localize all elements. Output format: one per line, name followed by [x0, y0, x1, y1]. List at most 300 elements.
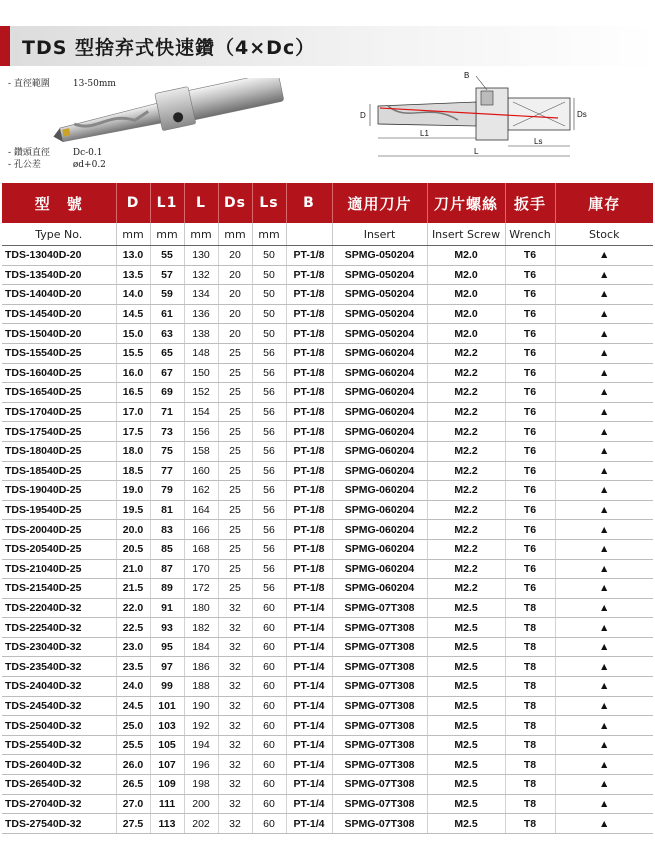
header-model: 型 號 [2, 183, 116, 223]
model-cell: TDS-16040D-25 [2, 363, 116, 383]
l-cell: 150 [184, 363, 218, 383]
l-cell: 160 [184, 461, 218, 481]
l1-cell: 61 [150, 304, 184, 324]
label-l: L [474, 147, 479, 156]
b-cell: PT-1/8 [286, 520, 332, 540]
ds-cell: 25 [218, 441, 252, 461]
insert-cell: SPMG-060204 [332, 402, 427, 422]
spec-value: ød+0.2 [72, 160, 106, 170]
l1-cell: 79 [150, 481, 184, 501]
stock-cell: ▲ [555, 461, 653, 481]
stock-cell: ▲ [555, 481, 653, 501]
header-d: D [116, 183, 150, 223]
d-cell: 18.5 [116, 461, 150, 481]
l-cell: 134 [184, 285, 218, 305]
stock-cell: ▲ [555, 559, 653, 579]
wrench-cell: T6 [505, 304, 555, 324]
l1-cell: 63 [150, 324, 184, 344]
spec-label: - 孔公差 [8, 160, 41, 170]
label-l1: L1 [420, 129, 429, 138]
ds-cell: 32 [218, 618, 252, 638]
model-cell: TDS-22040D-32 [2, 598, 116, 618]
insert-cell: SPMG-060204 [332, 500, 427, 520]
wrench-cell: T6 [505, 539, 555, 559]
b-cell: PT-1/4 [286, 696, 332, 716]
wrench-cell: T8 [505, 657, 555, 677]
d-cell: 13.0 [116, 246, 150, 266]
l1-cell: 83 [150, 520, 184, 540]
ds-cell: 25 [218, 500, 252, 520]
b-cell: PT-1/8 [286, 383, 332, 403]
l1-cell: 89 [150, 579, 184, 599]
table-row [2, 775, 653, 795]
l1-cell: 59 [150, 285, 184, 305]
insert-cell: SPMG-060204 [332, 559, 427, 579]
header-ds: Ds [218, 183, 252, 223]
subheader-b [286, 223, 332, 246]
d-cell: 13.5 [116, 265, 150, 285]
b-cell: PT-1/8 [286, 343, 332, 363]
table-row [2, 579, 653, 599]
ds-cell: 32 [218, 657, 252, 677]
spec-value: Dc-0.1 [72, 148, 103, 158]
ds-cell: 32 [218, 755, 252, 775]
l-cell: 196 [184, 755, 218, 775]
insert-screw-cell: M2.2 [427, 539, 505, 559]
wrench-cell: T8 [505, 696, 555, 716]
table-row [2, 637, 653, 657]
title-bar [0, 26, 655, 66]
ls-cell: 50 [252, 265, 286, 285]
model-cell: TDS-13540D-20 [2, 265, 116, 285]
model-cell: TDS-15040D-20 [2, 324, 116, 344]
insert-screw-cell: M2.5 [427, 755, 505, 775]
l-cell: 188 [184, 677, 218, 697]
wrench-cell: T6 [505, 265, 555, 285]
insert-screw-cell: M2.5 [427, 696, 505, 716]
ds-cell: 25 [218, 402, 252, 422]
insert-cell: SPMG-07T308 [332, 657, 427, 677]
stock-cell: ▲ [555, 775, 653, 795]
l1-cell: 85 [150, 539, 184, 559]
model-cell: TDS-27540D-32 [2, 814, 116, 834]
ls-cell: 60 [252, 775, 286, 795]
b-cell: PT-1/4 [286, 637, 332, 657]
wrench-cell: T8 [505, 735, 555, 755]
stock-cell: ▲ [555, 500, 653, 520]
d-cell: 22.0 [116, 598, 150, 618]
stock-cell: ▲ [555, 539, 653, 559]
d-cell: 25.5 [116, 735, 150, 755]
header-insert: 適用刀片 [332, 183, 427, 223]
wrench-cell: T6 [505, 559, 555, 579]
insert-screw-cell: M2.2 [427, 422, 505, 442]
model-cell: TDS-21540D-25 [2, 579, 116, 599]
model-cell: TDS-13040D-20 [2, 246, 116, 266]
ls-cell: 56 [252, 579, 286, 599]
subheader-insert-screw: Insert Screw [427, 223, 505, 246]
insert-screw-cell: M2.2 [427, 461, 505, 481]
wrench-cell: T6 [505, 461, 555, 481]
ls-cell: 56 [252, 539, 286, 559]
page-title: TDS 型捨弃式快速鑽（4×Dc） [22, 37, 316, 59]
wrench-cell: T6 [505, 246, 555, 266]
d-cell: 26.0 [116, 755, 150, 775]
b-cell: PT-1/4 [286, 814, 332, 834]
model-cell: TDS-25040D-32 [2, 716, 116, 736]
d-cell: 22.5 [116, 618, 150, 638]
ds-cell: 32 [218, 696, 252, 716]
l-cell: 172 [184, 579, 218, 599]
header-insert-screw: 刀片螺絲 [427, 183, 505, 223]
l1-cell: 71 [150, 402, 184, 422]
insert-screw-cell: M2.2 [427, 402, 505, 422]
d-cell: 23.0 [116, 637, 150, 657]
table-row [2, 677, 653, 697]
ls-cell: 60 [252, 716, 286, 736]
ls-cell: 56 [252, 441, 286, 461]
stock-cell: ▲ [555, 246, 653, 266]
ls-cell: 60 [252, 598, 286, 618]
ls-cell: 60 [252, 696, 286, 716]
ds-cell: 25 [218, 383, 252, 403]
l-cell: 130 [184, 246, 218, 266]
ls-cell: 56 [252, 500, 286, 520]
ds-cell: 32 [218, 735, 252, 755]
d-cell: 15.0 [116, 324, 150, 344]
l-cell: 194 [184, 735, 218, 755]
table-row [2, 696, 653, 716]
wrench-cell: T6 [505, 481, 555, 501]
table-row [2, 618, 653, 638]
subheader-unit: mm [218, 223, 252, 246]
ds-cell: 25 [218, 520, 252, 540]
header-row-en [2, 223, 653, 246]
d-cell: 21.5 [116, 579, 150, 599]
insert-screw-cell: M2.0 [427, 324, 505, 344]
insert-cell: SPMG-07T308 [332, 814, 427, 834]
label-ds: Ds [577, 110, 587, 119]
ds-cell: 20 [218, 304, 252, 324]
b-cell: PT-1/4 [286, 794, 332, 814]
table-row [2, 735, 653, 755]
d-cell: 23.5 [116, 657, 150, 677]
table-row [2, 304, 653, 324]
ls-cell: 56 [252, 363, 286, 383]
subheader-unit: mm [184, 223, 218, 246]
stock-cell: ▲ [555, 696, 653, 716]
ds-cell: 20 [218, 285, 252, 305]
insert-screw-cell: M2.5 [427, 618, 505, 638]
insert-screw-cell: M2.2 [427, 363, 505, 383]
wrench-cell: T6 [505, 500, 555, 520]
wrench-cell: T6 [505, 383, 555, 403]
table-row [2, 343, 653, 363]
b-cell: PT-1/4 [286, 677, 332, 697]
wrench-cell: T6 [505, 579, 555, 599]
b-cell: PT-1/4 [286, 735, 332, 755]
ls-cell: 60 [252, 794, 286, 814]
l1-cell: 57 [150, 265, 184, 285]
table-row [2, 265, 653, 285]
insert-screw-cell: M2.2 [427, 559, 505, 579]
insert-cell: SPMG-07T308 [332, 637, 427, 657]
header-b: B [286, 183, 332, 223]
ds-cell: 32 [218, 775, 252, 795]
insert-cell: SPMG-050204 [332, 265, 427, 285]
wrench-cell: T8 [505, 716, 555, 736]
stock-cell: ▲ [555, 657, 653, 677]
ls-cell: 56 [252, 343, 286, 363]
insert-screw-cell: M2.2 [427, 579, 505, 599]
model-cell: TDS-18540D-25 [2, 461, 116, 481]
header-l: L [184, 183, 218, 223]
model-cell: TDS-26040D-32 [2, 755, 116, 775]
header-l1: L1 [150, 183, 184, 223]
insert-cell: SPMG-07T308 [332, 598, 427, 618]
model-cell: TDS-15540D-25 [2, 343, 116, 363]
ls-cell: 56 [252, 383, 286, 403]
wrench-cell: T8 [505, 814, 555, 834]
stock-cell: ▲ [555, 402, 653, 422]
subheader-unit: mm [116, 223, 150, 246]
b-cell: PT-1/8 [286, 500, 332, 520]
model-cell: TDS-21040D-25 [2, 559, 116, 579]
insert-screw-cell: M2.5 [427, 716, 505, 736]
wrench-cell: T8 [505, 677, 555, 697]
spec-value: 13-50mm [72, 79, 116, 89]
ls-cell: 60 [252, 637, 286, 657]
ls-cell: 56 [252, 520, 286, 540]
insert-screw-cell: M2.2 [427, 500, 505, 520]
subheader-stock: Stock [555, 223, 653, 246]
model-cell: TDS-14040D-20 [2, 285, 116, 305]
ls-cell: 60 [252, 677, 286, 697]
l-cell: 138 [184, 324, 218, 344]
l1-cell: 87 [150, 559, 184, 579]
d-cell: 24.0 [116, 677, 150, 697]
insert-screw-cell: M2.5 [427, 677, 505, 697]
label-d: D [360, 111, 366, 120]
insert-cell: SPMG-060204 [332, 422, 427, 442]
l-cell: 190 [184, 696, 218, 716]
ds-cell: 25 [218, 343, 252, 363]
wrench-cell: T6 [505, 363, 555, 383]
l1-cell: 75 [150, 441, 184, 461]
table-row [2, 441, 653, 461]
ds-cell: 20 [218, 265, 252, 285]
table-row [2, 716, 653, 736]
d-cell: 21.0 [116, 559, 150, 579]
ls-cell: 50 [252, 285, 286, 305]
table-row [2, 246, 653, 266]
l-cell: 202 [184, 814, 218, 834]
dimension-diagram [358, 68, 598, 164]
table-row [2, 324, 653, 344]
b-cell: PT-1/4 [286, 755, 332, 775]
stock-cell: ▲ [555, 598, 653, 618]
wrench-cell: T8 [505, 775, 555, 795]
subheader-unit: mm [150, 223, 184, 246]
ds-cell: 25 [218, 539, 252, 559]
insert-screw-cell: M2.2 [427, 481, 505, 501]
b-cell: PT-1/8 [286, 285, 332, 305]
spec-hole-tolerance [8, 157, 106, 170]
stock-cell: ▲ [555, 814, 653, 834]
insert-cell: SPMG-07T308 [332, 794, 427, 814]
d-cell: 20.0 [116, 520, 150, 540]
insert-screw-cell: M2.2 [427, 383, 505, 403]
insert-cell: SPMG-060204 [332, 343, 427, 363]
b-cell: PT-1/4 [286, 618, 332, 638]
d-cell: 19.5 [116, 500, 150, 520]
l-cell: 180 [184, 598, 218, 618]
l1-cell: 111 [150, 794, 184, 814]
l-cell: 184 [184, 637, 218, 657]
l-cell: 136 [184, 304, 218, 324]
model-cell: TDS-20040D-25 [2, 520, 116, 540]
l1-cell: 93 [150, 618, 184, 638]
model-cell: TDS-14540D-20 [2, 304, 116, 324]
subheader-unit: mm [252, 223, 286, 246]
l1-cell: 67 [150, 363, 184, 383]
b-cell: PT-1/4 [286, 657, 332, 677]
stock-cell: ▲ [555, 716, 653, 736]
l1-cell: 69 [150, 383, 184, 403]
ls-cell: 60 [252, 657, 286, 677]
l1-cell: 105 [150, 735, 184, 755]
b-cell: PT-1/8 [286, 559, 332, 579]
ds-cell: 25 [218, 363, 252, 383]
table-row [2, 794, 653, 814]
l1-cell: 113 [150, 814, 184, 834]
d-cell: 25.0 [116, 716, 150, 736]
ds-cell: 25 [218, 559, 252, 579]
d-cell: 15.5 [116, 343, 150, 363]
b-cell: PT-1/8 [286, 422, 332, 442]
ds-cell: 20 [218, 324, 252, 344]
l-cell: 186 [184, 657, 218, 677]
insert-cell: SPMG-060204 [332, 520, 427, 540]
insert-screw-cell: M2.5 [427, 598, 505, 618]
insert-cell: SPMG-07T308 [332, 716, 427, 736]
b-cell: PT-1/8 [286, 461, 332, 481]
insert-screw-cell: M2.0 [427, 265, 505, 285]
ls-cell: 56 [252, 461, 286, 481]
b-cell: PT-1/8 [286, 441, 332, 461]
l-cell: 164 [184, 500, 218, 520]
insert-screw-cell: M2.0 [427, 246, 505, 266]
wrench-cell: T6 [505, 285, 555, 305]
subheader-type-no: Type No. [2, 223, 116, 246]
insert-cell: SPMG-07T308 [332, 618, 427, 638]
table-row [2, 422, 653, 442]
model-cell: TDS-16540D-25 [2, 383, 116, 403]
b-cell: PT-1/8 [286, 402, 332, 422]
spec-table [2, 183, 653, 834]
ls-cell: 56 [252, 481, 286, 501]
wrench-cell: T8 [505, 598, 555, 618]
header-ls: Ls [252, 183, 286, 223]
stock-cell: ▲ [555, 285, 653, 305]
l-cell: 154 [184, 402, 218, 422]
d-cell: 24.5 [116, 696, 150, 716]
b-cell: PT-1/8 [286, 481, 332, 501]
b-cell: PT-1/8 [286, 246, 332, 266]
b-cell: PT-1/8 [286, 324, 332, 344]
subheader-wrench: Wrench [505, 223, 555, 246]
model-cell: TDS-18040D-25 [2, 441, 116, 461]
l1-cell: 73 [150, 422, 184, 442]
ls-cell: 50 [252, 246, 286, 266]
table-row [2, 363, 653, 383]
d-cell: 20.5 [116, 539, 150, 559]
stock-cell: ▲ [555, 618, 653, 638]
ds-cell: 25 [218, 579, 252, 599]
table-row [2, 598, 653, 618]
insert-screw-cell: M2.0 [427, 304, 505, 324]
ls-cell: 60 [252, 618, 286, 638]
stock-cell: ▲ [555, 383, 653, 403]
model-cell: TDS-17540D-25 [2, 422, 116, 442]
b-cell: PT-1/4 [286, 598, 332, 618]
ds-cell: 20 [218, 246, 252, 266]
drill-illustration [40, 78, 290, 158]
insert-cell: SPMG-07T308 [332, 677, 427, 697]
ds-cell: 25 [218, 422, 252, 442]
l-cell: 198 [184, 775, 218, 795]
l-cell: 156 [184, 422, 218, 442]
l-cell: 168 [184, 539, 218, 559]
l1-cell: 81 [150, 500, 184, 520]
d-cell: 17.5 [116, 422, 150, 442]
b-cell: PT-1/8 [286, 304, 332, 324]
ds-cell: 32 [218, 814, 252, 834]
model-cell: TDS-22540D-32 [2, 618, 116, 638]
wrench-cell: T6 [505, 422, 555, 442]
l1-cell: 65 [150, 343, 184, 363]
table-row [2, 520, 653, 540]
stock-cell: ▲ [555, 265, 653, 285]
ds-cell: 32 [218, 598, 252, 618]
l-cell: 152 [184, 383, 218, 403]
d-cell: 18.0 [116, 441, 150, 461]
insert-screw-cell: M2.5 [427, 794, 505, 814]
l1-cell: 91 [150, 598, 184, 618]
insert-screw-cell: M2.2 [427, 441, 505, 461]
insert-cell: SPMG-07T308 [332, 696, 427, 716]
stock-cell: ▲ [555, 677, 653, 697]
stock-cell: ▲ [555, 755, 653, 775]
b-cell: PT-1/4 [286, 716, 332, 736]
l1-cell: 77 [150, 461, 184, 481]
insert-cell: SPMG-050204 [332, 324, 427, 344]
l-cell: 182 [184, 618, 218, 638]
b-cell: PT-1/8 [286, 539, 332, 559]
insert-cell: SPMG-060204 [332, 481, 427, 501]
d-cell: 27.5 [116, 814, 150, 834]
ls-cell: 60 [252, 814, 286, 834]
stock-cell: ▲ [555, 324, 653, 344]
ds-cell: 25 [218, 461, 252, 481]
l1-cell: 97 [150, 657, 184, 677]
l-cell: 132 [184, 265, 218, 285]
d-cell: 14.0 [116, 285, 150, 305]
wrench-cell: T6 [505, 520, 555, 540]
ls-cell: 60 [252, 735, 286, 755]
header-row-zh [2, 183, 653, 223]
insert-screw-cell: M2.5 [427, 775, 505, 795]
